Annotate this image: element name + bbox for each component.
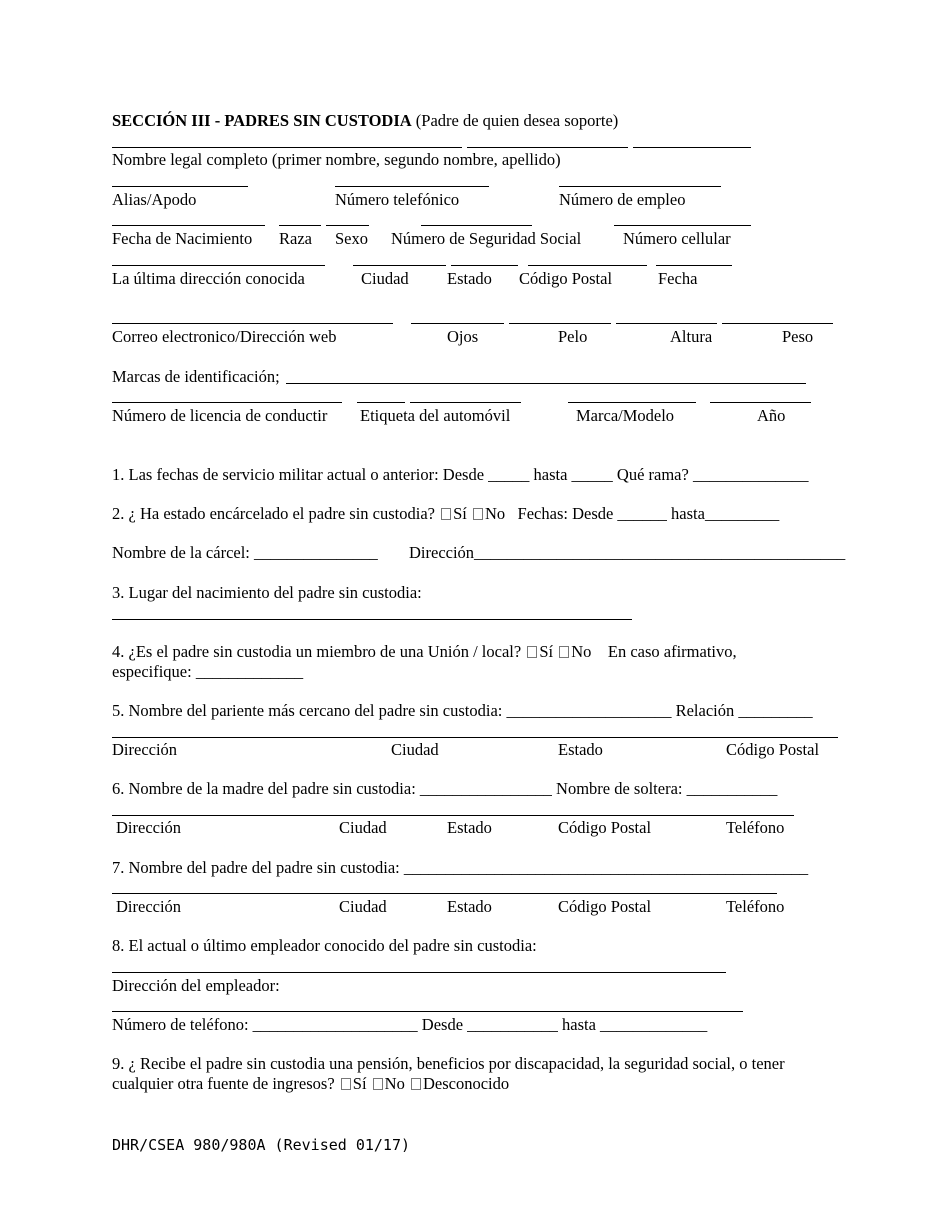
eyes-line[interactable] bbox=[411, 323, 504, 324]
q7-phone-label: Teléfono bbox=[726, 897, 785, 916]
year-label: Año bbox=[757, 406, 786, 425]
q7-city-label: Ciudad bbox=[339, 897, 387, 916]
q5-address-label: Dirección bbox=[112, 740, 178, 759]
q9-no-checkbox[interactable] bbox=[373, 1078, 383, 1090]
form-footer: DHR/CSEA 980/980A (Revised 01/17) bbox=[112, 1136, 411, 1154]
father-address-line[interactable] bbox=[112, 893, 777, 894]
q4-no-checkbox[interactable] bbox=[559, 646, 569, 658]
marks-line[interactable] bbox=[286, 383, 806, 384]
question-4-text: 4. ¿Es el padre sin custodia un miembro de una Unión / local? bbox=[112, 642, 522, 661]
q2-yes-checkbox[interactable] bbox=[441, 508, 451, 520]
full-name-label: Nombre legal completo (primer nombre, segundo nombre, apellido) bbox=[112, 150, 561, 169]
question-9-line-2 bbox=[112, 1076, 509, 1093]
q7-address-label: Dirección bbox=[116, 897, 182, 916]
date-line[interactable] bbox=[656, 265, 732, 266]
date-label: Fecha bbox=[658, 269, 698, 288]
car-tag-label: Etiqueta del automóvil bbox=[360, 406, 511, 425]
question-3: 3. Lugar del nacimiento del padre sin custodia: bbox=[112, 583, 422, 602]
question-4 bbox=[112, 644, 737, 661]
question-6: 6. Nombre de la madre del padre sin custodia: ________________ Nombre de soltera: ___________ bbox=[112, 779, 778, 798]
full-name-line-3[interactable] bbox=[633, 147, 751, 148]
question-5: 5. Nombre del pariente más cercano del padre sin custodia: ____________________ Relación _________ bbox=[112, 701, 813, 720]
birth-date-line[interactable] bbox=[112, 225, 265, 226]
phone-label: Número telefónico bbox=[335, 190, 460, 209]
q6-phone-label: Teléfono bbox=[726, 818, 785, 837]
employer-line[interactable] bbox=[112, 972, 726, 973]
q2-no-checkbox[interactable] bbox=[473, 508, 483, 520]
q7-zip-label: Código Postal bbox=[558, 897, 652, 916]
ssn-label: Número de Seguridad Social bbox=[391, 229, 582, 248]
full-name-line-2[interactable] bbox=[467, 147, 628, 148]
q6-address-label: Dirección bbox=[116, 818, 182, 837]
ssn-line[interactable] bbox=[421, 225, 532, 226]
q5-zip-label: Código Postal bbox=[726, 740, 820, 759]
birthplace-line[interactable] bbox=[112, 619, 632, 620]
license-label: Número de licencia de conductir bbox=[112, 406, 328, 425]
q9-unknown-label: Desconocido bbox=[422, 1074, 510, 1093]
section-subtitle: (Padre de quien desea soporte) bbox=[415, 111, 619, 130]
last-address-label: La última dirección conocida bbox=[112, 269, 305, 288]
q4-yes-checkbox[interactable] bbox=[527, 646, 537, 658]
cell-label: Número cellular bbox=[623, 229, 731, 248]
weight-line[interactable] bbox=[722, 323, 833, 324]
sex-label: Sexo bbox=[335, 229, 368, 248]
relative-address-line[interactable] bbox=[112, 737, 838, 738]
question-2-text: 2. ¿ Ha estado encárcelado el padre sin custodia? bbox=[112, 504, 435, 523]
jail-address: Dirección_____________________________________________ bbox=[409, 543, 846, 562]
section-title-bold: SECCIÓN III - PADRES SIN CUSTODIA bbox=[112, 111, 412, 130]
weight-label: Peso bbox=[782, 327, 814, 346]
question-1: 1. Las fechas de servicio militar actual o anterior: Desde _____ hasta _____ Qué rama? ______________ bbox=[112, 465, 809, 484]
birth-date-label: Fecha de Nacimiento bbox=[112, 229, 253, 248]
zip-line[interactable] bbox=[528, 265, 647, 266]
q4-no-label: No bbox=[571, 642, 592, 661]
jail-name: Nombre de la cárcel: _______________ bbox=[112, 543, 378, 562]
year-line[interactable] bbox=[710, 402, 811, 403]
question-9-text: cualquier otra fuente de ingresos? bbox=[112, 1074, 335, 1093]
question-2 bbox=[112, 506, 779, 523]
state-line[interactable] bbox=[451, 265, 518, 266]
q2-no-label: No bbox=[485, 504, 506, 523]
race-label: Raza bbox=[279, 229, 312, 248]
q6-state-label: Estado bbox=[447, 818, 492, 837]
employer-phone: Número de teléfono: ____________________ Desde ___________ hasta _____________ bbox=[112, 1015, 708, 1034]
alias-label: Alias/Apodo bbox=[112, 190, 197, 209]
q9-no-label: No bbox=[384, 1074, 405, 1093]
license-line[interactable] bbox=[112, 402, 342, 403]
email-label: Correo electronico/Dirección web bbox=[112, 327, 337, 346]
hair-line[interactable] bbox=[509, 323, 611, 324]
employee-number-label: Número de empleo bbox=[559, 190, 686, 209]
car-tag-line-2[interactable] bbox=[410, 402, 521, 403]
state-label: Estado bbox=[447, 269, 492, 288]
q2-dates: Fechas: Desde ______ hasta_________ bbox=[517, 504, 780, 523]
q5-city-label: Ciudad bbox=[391, 740, 439, 759]
question-8: 8. El actual o último empleador conocido del padre sin custodia: bbox=[112, 936, 537, 955]
full-name-line[interactable] bbox=[112, 147, 462, 148]
q6-zip-label: Código Postal bbox=[558, 818, 652, 837]
employer-address-label: Dirección del empleador: bbox=[112, 976, 280, 995]
section-title bbox=[112, 113, 618, 130]
make-model-line[interactable] bbox=[568, 402, 696, 403]
q2-yes-label: Sí bbox=[453, 504, 467, 523]
city-line[interactable] bbox=[353, 265, 446, 266]
q9-yes-label: Sí bbox=[352, 1074, 367, 1093]
employee-number-line[interactable] bbox=[559, 186, 721, 187]
q5-state-label: Estado bbox=[558, 740, 603, 759]
employer-address-line[interactable] bbox=[112, 1011, 743, 1012]
cell-line[interactable] bbox=[614, 225, 751, 226]
city-label: Ciudad bbox=[361, 269, 409, 288]
height-label: Altura bbox=[670, 327, 713, 346]
question-7: 7. Nombre del padre del padre sin custodia: _________________________________________________ bbox=[112, 858, 809, 877]
mother-address-line[interactable] bbox=[112, 815, 794, 816]
q9-unknown-checkbox[interactable] bbox=[411, 1078, 421, 1090]
height-line[interactable] bbox=[616, 323, 717, 324]
race-line[interactable] bbox=[279, 225, 321, 226]
car-tag-line[interactable] bbox=[357, 402, 405, 403]
q4-if-affirmative: En caso afirmativo, bbox=[607, 642, 737, 661]
eyes-label: Ojos bbox=[447, 327, 479, 346]
q7-state-label: Estado bbox=[447, 897, 492, 916]
q4-specify: especifique: _____________ bbox=[112, 662, 304, 681]
phone-line[interactable] bbox=[335, 186, 489, 187]
marks-label: Marcas de identificación; bbox=[112, 367, 280, 386]
q4-yes-label: Sí bbox=[539, 642, 554, 661]
zip-label: Código Postal bbox=[519, 269, 613, 288]
q6-city-label: Ciudad bbox=[339, 818, 387, 837]
question-9-line-1: 9. ¿ Recibe el padre sin custodia una pensión, beneficios por discapacidad, la seguridad social, o tener bbox=[112, 1054, 785, 1073]
email-line[interactable] bbox=[112, 323, 393, 324]
hair-label: Pelo bbox=[558, 327, 588, 346]
last-address-line[interactable] bbox=[112, 265, 325, 266]
q9-yes-checkbox[interactable] bbox=[341, 1078, 351, 1090]
alias-line[interactable] bbox=[112, 186, 248, 187]
make-model-label: Marca/Modelo bbox=[576, 406, 675, 425]
sex-line[interactable] bbox=[326, 225, 369, 226]
